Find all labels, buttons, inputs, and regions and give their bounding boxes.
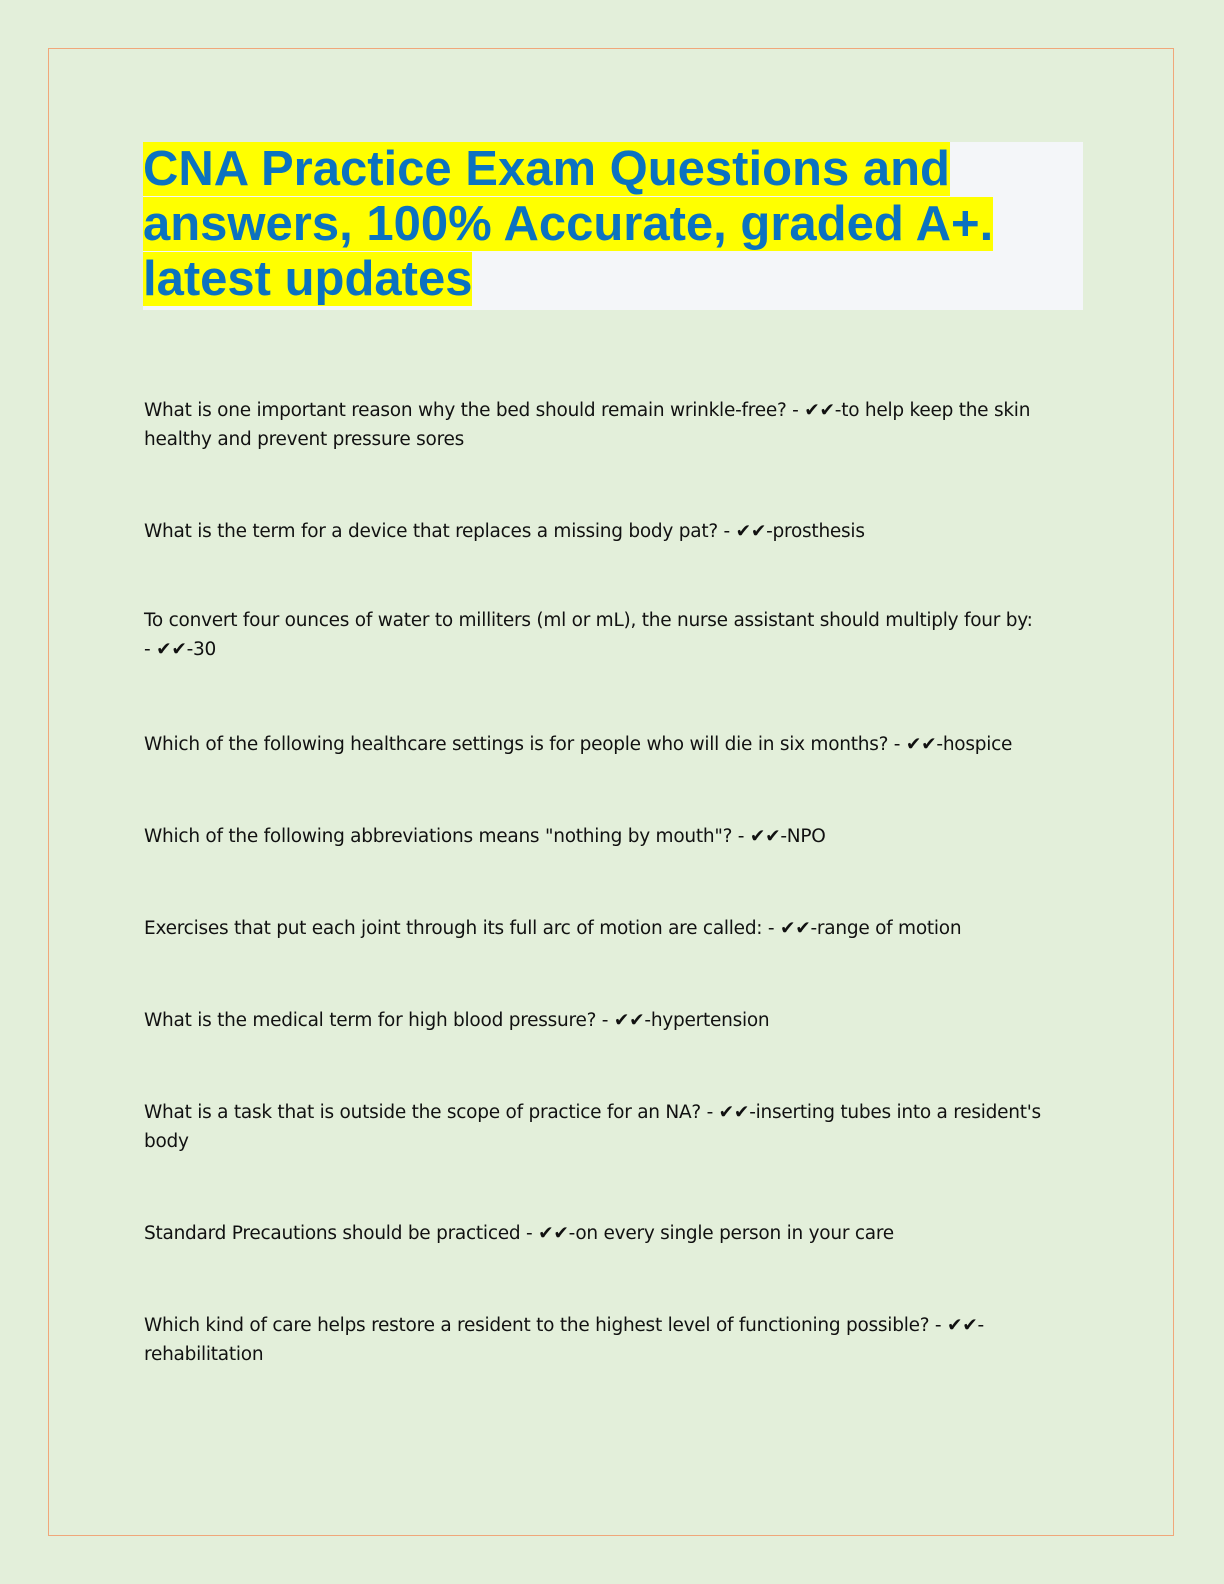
title-line-1: CNA Practice Exam Questions and: [143, 142, 950, 196]
answer-text: -on every single person in your care: [568, 1223, 894, 1244]
title-block: [143, 142, 1083, 310]
double-check-icon: ✔✔: [735, 521, 767, 542]
question-text: Which of the following abbreviations means "nothing by mouth"? -: [144, 826, 750, 847]
question-text: What is the term for a device that replaces a missing body pat? -: [144, 521, 736, 542]
document-title: [143, 142, 1083, 307]
question-text: Standard Precautions should be practiced -: [144, 1223, 539, 1244]
question-text: What is a task that is outside the scope of practice for an NA? -: [144, 1102, 719, 1123]
qa-item: [144, 914, 1044, 943]
answer-text: -30: [186, 639, 217, 660]
question-text: Exercises that put each joint through its full arc of motion are called: -: [144, 918, 780, 939]
qa-item: [144, 517, 1044, 546]
qa-item: [144, 822, 1044, 851]
qa-item: [144, 1006, 1044, 1035]
question-text: What is the medical term for high blood pressure? -: [144, 1010, 614, 1031]
double-check-icon: ✔✔: [905, 734, 937, 755]
question-text: Which of the following healthcare settings is for people who will die in six months? -: [144, 734, 906, 755]
qa-item: [144, 606, 1044, 664]
double-check-icon: ✔✔: [749, 826, 781, 847]
double-check-icon: ✔✔: [613, 1010, 645, 1031]
double-check-icon: ✔✔: [804, 400, 835, 421]
question-text: What is one important reason why the bed should remain wrinkle-free? -: [144, 400, 805, 421]
answer-text: -hospice: [936, 734, 1013, 755]
title-line-2: answers, 100% Accurate, graded A+.: [143, 197, 994, 251]
double-check-icon: ✔✔: [156, 639, 187, 660]
qa-item: [144, 1098, 1044, 1156]
answer-text: -rehabilitation: [144, 1315, 984, 1365]
question-text: To convert four ounces of water to milliters (ml or mL), the nurse assistant should multiply four by: -: [144, 610, 1033, 660]
qa-item: [144, 1219, 1044, 1248]
answer-text: -prosthesis: [766, 521, 865, 542]
qa-item: [144, 730, 1044, 759]
answer-text: -NPO: [780, 826, 826, 847]
answer-text: -inserting tubes into a resident's body: [144, 1102, 1041, 1152]
double-check-icon: ✔✔: [946, 1315, 978, 1336]
title-line-3: latest updates: [143, 252, 473, 306]
double-check-icon: ✔✔: [779, 918, 811, 939]
answer-text: -range of motion: [810, 918, 962, 939]
answer-text: -to help keep the skin healthy and prevent pressure sores: [144, 400, 1031, 450]
double-check-icon: ✔✔: [718, 1102, 750, 1123]
answer-text: -hypertension: [644, 1010, 770, 1031]
qa-item: [144, 396, 1044, 454]
double-check-icon: ✔✔: [538, 1223, 569, 1244]
question-text: Which kind of care helps restore a resident to the highest level of functioning possible? -: [144, 1315, 947, 1336]
qa-item: [144, 1311, 1044, 1369]
